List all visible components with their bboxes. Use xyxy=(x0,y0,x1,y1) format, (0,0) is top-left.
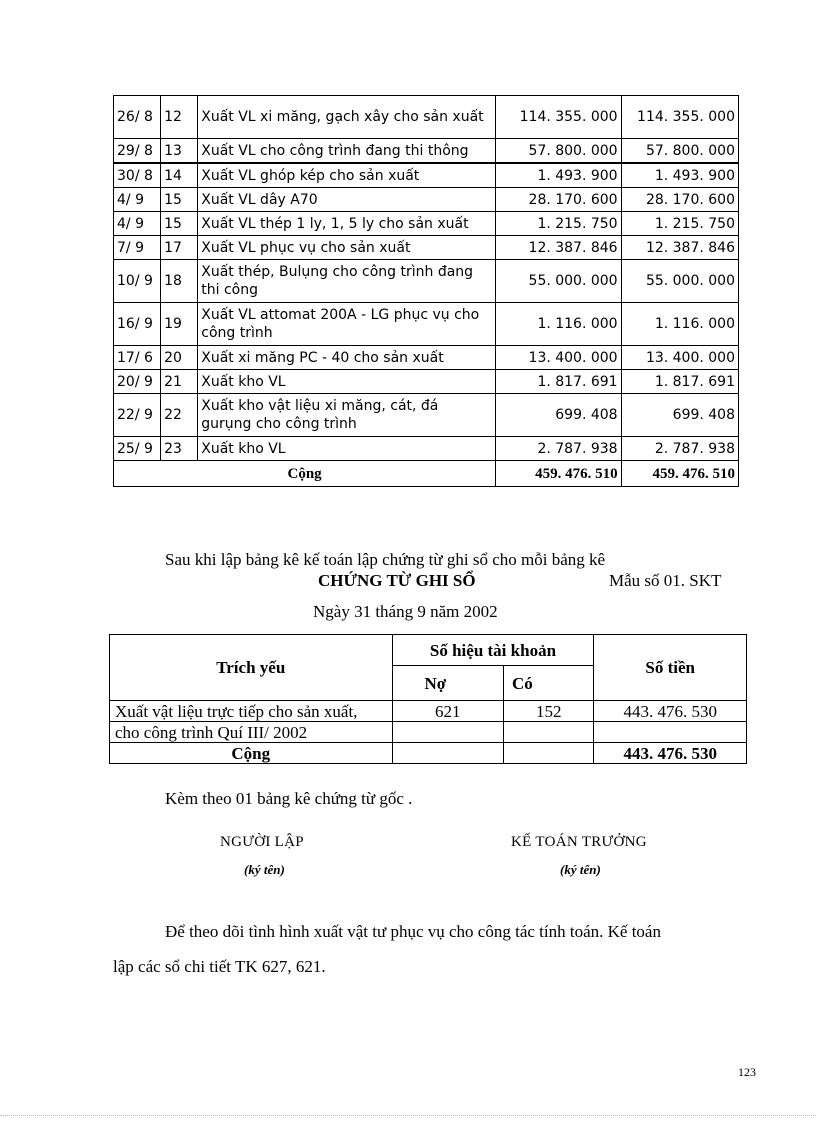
ledger-date: 20/ 9 xyxy=(114,370,161,394)
ledger-number: 15 xyxy=(161,188,198,212)
ledger-date: 17/ 6 xyxy=(114,346,161,370)
ledger-row xyxy=(114,163,739,188)
debit-account: 621 xyxy=(392,701,504,722)
attachment-text: Kèm theo 01 bảng kê chứng từ gốc . xyxy=(165,789,413,808)
ledger-amount-2: 13. 400. 000 xyxy=(621,346,738,370)
empty-cell xyxy=(504,722,594,743)
ledger-description: Xuất kho vật liệu xi măng, cát, đá gurụng cho công trình xyxy=(198,394,496,437)
ledger-number: 12 xyxy=(161,96,198,139)
ledger-date: 29/ 8 xyxy=(114,139,161,164)
ledger-number: 15 xyxy=(161,212,198,236)
ledger-date: 7/ 9 xyxy=(114,236,161,260)
voucher-amount: 443. 476. 530 xyxy=(594,701,747,722)
empty-cell xyxy=(392,722,504,743)
chief-accountant-title: KẾ TOÁN TRƯỞNG xyxy=(511,834,647,850)
page-number: 123 xyxy=(738,1065,756,1079)
ledger-amount: 57. 800. 000 xyxy=(496,139,621,164)
account-number-header: Số hiệu tài khoản xyxy=(392,635,594,666)
ledger-description: Xuất kho VL xyxy=(198,437,496,461)
voucher-total-label: Cộng xyxy=(110,743,393,764)
page-edge-divider xyxy=(0,1115,816,1116)
ledger-row xyxy=(114,139,739,164)
ledger-amount-2: 2. 787. 938 xyxy=(621,437,738,461)
ledger-amount-2: 57. 800. 000 xyxy=(621,139,738,164)
voucher-row xyxy=(110,722,747,743)
ledger-amount: 13. 400. 000 xyxy=(496,346,621,370)
ledger-number: 18 xyxy=(161,260,198,303)
ledger-amount: 1. 817. 691 xyxy=(496,370,621,394)
ledger-date: 16/ 9 xyxy=(114,303,161,346)
ledger-description: Xuất thép, Bulụng cho công trình đang thi công xyxy=(198,260,496,303)
voucher-date: Ngày 31 tháng 9 năm 2002 xyxy=(313,602,498,621)
ledger-amount-2: 55. 000. 000 xyxy=(621,260,738,303)
ledger-row xyxy=(114,394,739,437)
ledger-number: 21 xyxy=(161,370,198,394)
voucher-total-amount: 443. 476. 530 xyxy=(594,743,747,764)
empty-cell xyxy=(392,743,504,764)
ledger-number: 13 xyxy=(161,139,198,164)
ledger-row xyxy=(114,212,739,236)
ledger-row xyxy=(114,188,739,212)
intro-text: Sau khi lập bảng kê kế toán lập chứng từ ghi sổ cho mỗi bảng kê xyxy=(165,550,606,569)
ledger-amount: 2. 787. 938 xyxy=(496,437,621,461)
ledger-number: 20 xyxy=(161,346,198,370)
ledger-description: Xuất VL attomat 200A - LG phục vụ cho công trình xyxy=(198,303,496,346)
ledger-number: 22 xyxy=(161,394,198,437)
amount-header: Số tiền xyxy=(594,635,747,701)
ledger-row xyxy=(114,260,739,303)
ledger-amount-2: 699. 408 xyxy=(621,394,738,437)
ledger-total-label: Cộng xyxy=(114,461,496,487)
ledger-amount-2: 1. 493. 900 xyxy=(621,163,738,188)
ledger-number: 23 xyxy=(161,437,198,461)
ledger-description: Xuất xi măng PC - 40 cho sản xuất xyxy=(198,346,496,370)
debit-header: Nợ xyxy=(392,666,504,701)
ledger-date: 10/ 9 xyxy=(114,260,161,303)
ledger-description: Xuất VL phục vụ cho sản xuất xyxy=(198,236,496,260)
ledger-description: Xuất VL thép 1 ly, 1, 5 ly cho sản xuất xyxy=(198,212,496,236)
ledger-row xyxy=(114,370,739,394)
paragraph-line-2: lập các sổ chi tiết TK 627, 621. xyxy=(113,957,326,976)
voucher-summary-line-1: Xuất vật liệu trực tiếp cho sản xuất, xyxy=(110,701,393,722)
ledger-date: 4/ 9 xyxy=(114,212,161,236)
ledger-description: Xuất kho VL xyxy=(198,370,496,394)
ledger-description: Xuất VL dây A70 xyxy=(198,188,496,212)
preparer-title: NGƯỜI LẬP xyxy=(220,834,304,850)
empty-cell xyxy=(594,722,747,743)
ledger-date: 4/ 9 xyxy=(114,188,161,212)
ledger-date: 30/ 8 xyxy=(114,163,161,188)
ledger-number: 19 xyxy=(161,303,198,346)
ledger-description: Xuất VL cho công trình đang thi thông xyxy=(198,139,496,164)
ledger-amount: 1. 215. 750 xyxy=(496,212,621,236)
ledger-number: 17 xyxy=(161,236,198,260)
ledger-amount: 55. 000. 000 xyxy=(496,260,621,303)
ledger-amount: 1. 116. 000 xyxy=(496,303,621,346)
ledger-amount-2: 114. 355. 000 xyxy=(621,96,738,139)
voucher-table xyxy=(109,634,747,764)
ledger-amount-2: 1. 817. 691 xyxy=(621,370,738,394)
voucher-row xyxy=(110,701,747,722)
ledger-description: Xuất VL xi măng, gạch xây cho sản xuất xyxy=(198,96,496,139)
ledger-amount-2: 1. 215. 750 xyxy=(621,212,738,236)
voucher-summary-line-2: cho công trình Quí III/ 2002 xyxy=(110,722,393,743)
preparer-signature-note: (ký tên) xyxy=(244,862,285,877)
ledger-date: 22/ 9 xyxy=(114,394,161,437)
material-issue-ledger-table xyxy=(113,95,739,487)
voucher-title: CHỨNG TỪ GHI SỔ xyxy=(318,571,476,590)
ledger-row xyxy=(114,96,739,139)
ledger-amount: 699. 408 xyxy=(496,394,621,437)
ledger-row xyxy=(114,437,739,461)
ledger-row xyxy=(114,346,739,370)
empty-cell xyxy=(504,743,594,764)
summary-header: Trích yếu xyxy=(110,635,393,701)
ledger-amount-2: 28. 170. 600 xyxy=(621,188,738,212)
voucher-total-row xyxy=(110,743,747,764)
ledger-date: 26/ 8 xyxy=(114,96,161,139)
chief-accountant-signature-note: (ký tên) xyxy=(560,862,601,877)
ledger-amount: 12. 387. 846 xyxy=(496,236,621,260)
ledger-number: 14 xyxy=(161,163,198,188)
credit-account: 152 xyxy=(504,701,594,722)
ledger-description: Xuất VL ghóp kép cho sản xuất xyxy=(198,163,496,188)
form-code: Mẫu số 01. SKT xyxy=(609,571,722,590)
ledger-amount: 1. 493. 900 xyxy=(496,163,621,188)
ledger-amount-2: 12. 387. 846 xyxy=(621,236,738,260)
ledger-amount: 28. 170. 600 xyxy=(496,188,621,212)
ledger-total-row xyxy=(114,461,739,487)
ledger-row xyxy=(114,236,739,260)
paragraph-line-1: Để theo dõi tình hình xuất vật tư phục vụ cho công tác tính toán. Kế toán xyxy=(165,922,661,941)
ledger-row xyxy=(114,303,739,346)
ledger-amount-2: 1. 116. 000 xyxy=(621,303,738,346)
ledger-date: 25/ 9 xyxy=(114,437,161,461)
ledger-total-amount-2: 459. 476. 510 xyxy=(621,461,738,487)
ledger-amount: 114. 355. 000 xyxy=(496,96,621,139)
ledger-total-amount: 459. 476. 510 xyxy=(496,461,621,487)
credit-header: Có xyxy=(504,666,594,701)
